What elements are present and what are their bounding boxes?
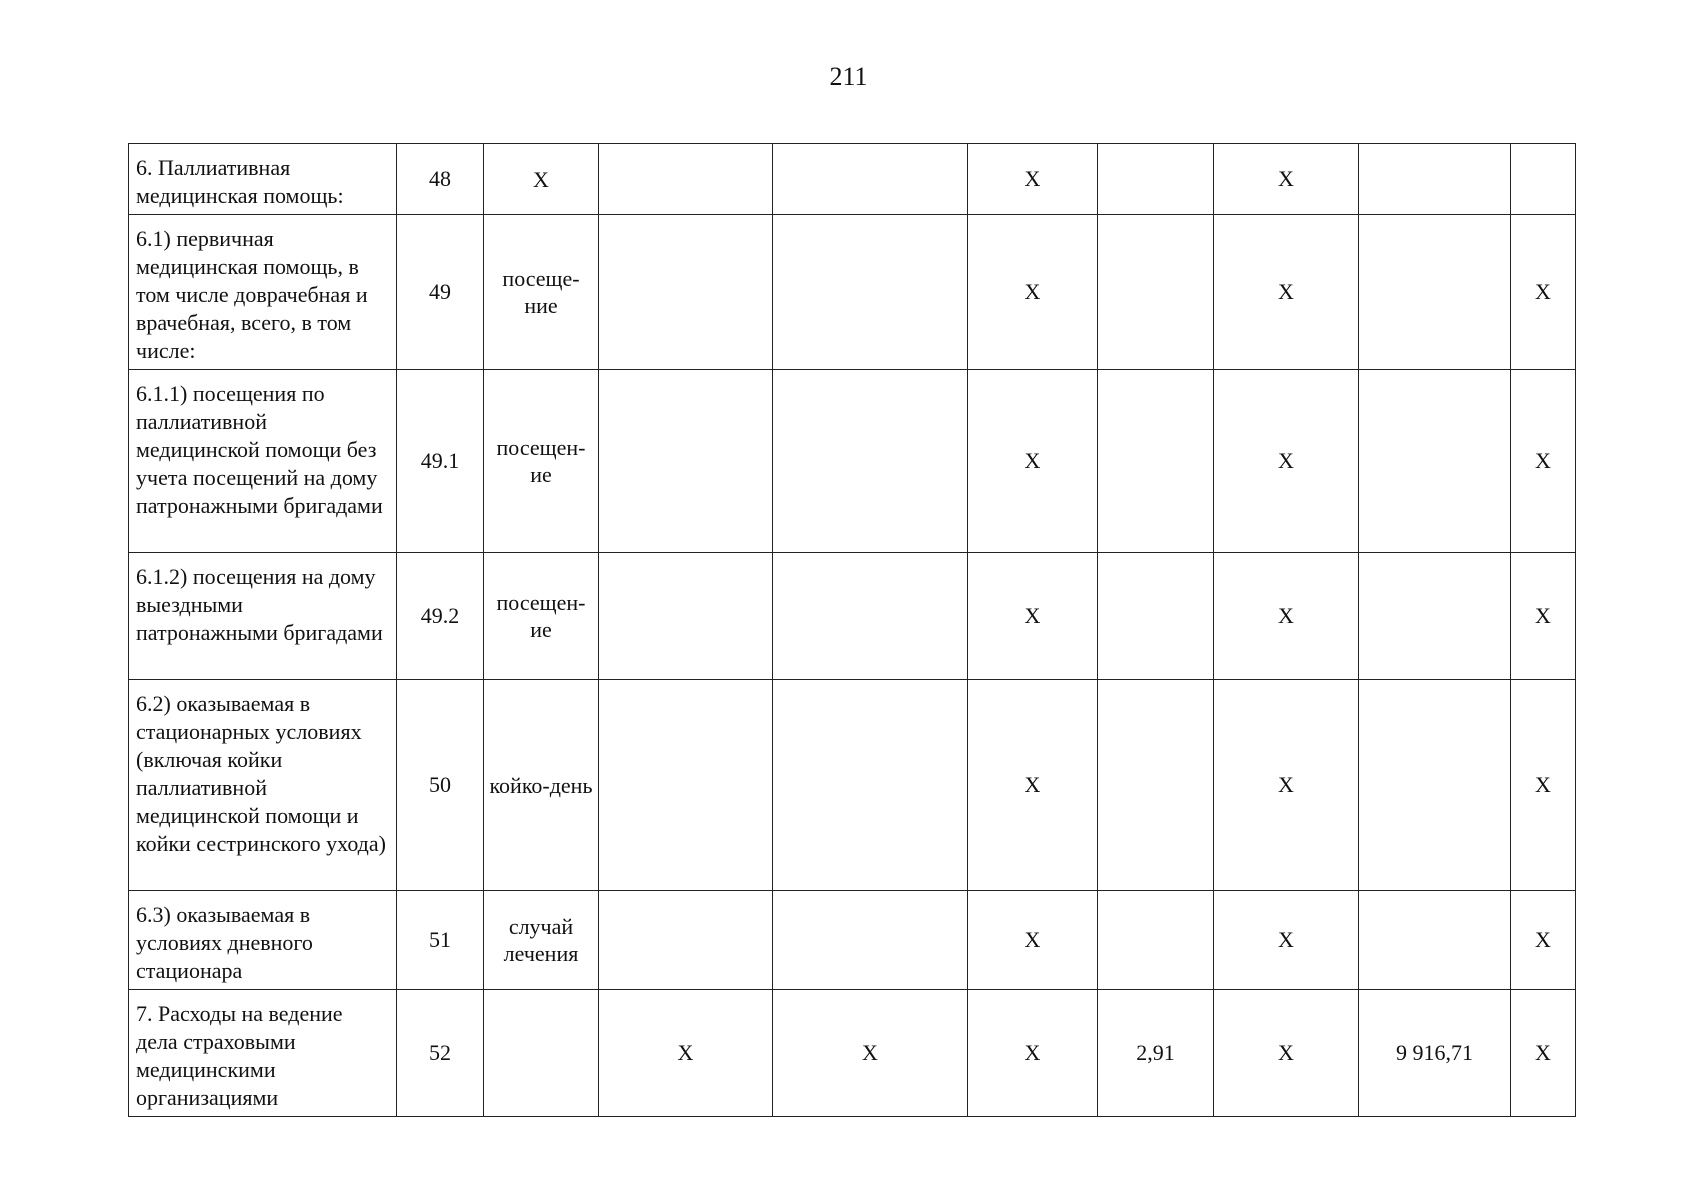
table-cell: X bbox=[1214, 370, 1359, 553]
table-cell: X bbox=[1511, 553, 1576, 680]
row-unit: случай лечения bbox=[484, 891, 599, 990]
table-cell: X bbox=[599, 990, 773, 1117]
table-cell bbox=[1359, 553, 1511, 680]
row-name: 6.1) первичная медицинская помощь, в том числе доврачебная и врачебная, всего, в том числе: bbox=[129, 215, 397, 370]
table-row bbox=[129, 680, 1576, 891]
row-unit: койко-день bbox=[484, 680, 599, 891]
row-name: 6.1.1) посещения по паллиативной медицинской помощи без учета посещений на дому патронажными бригадами bbox=[129, 370, 397, 553]
table-cell bbox=[1098, 370, 1214, 553]
table-cell bbox=[1359, 680, 1511, 891]
table-cell: X bbox=[968, 990, 1098, 1117]
table-cell: X bbox=[968, 891, 1098, 990]
table-cell: X bbox=[1511, 370, 1576, 553]
row-unit bbox=[484, 990, 599, 1117]
table-cell: X bbox=[1214, 553, 1359, 680]
table-cell: X bbox=[1511, 990, 1576, 1117]
table-cell bbox=[1359, 144, 1511, 215]
row-number: 48 bbox=[397, 144, 484, 215]
table-cell: X bbox=[1511, 215, 1576, 370]
table-cell: X bbox=[773, 990, 968, 1117]
table-cell bbox=[1098, 891, 1214, 990]
table-cell: X bbox=[1214, 680, 1359, 891]
table-cell bbox=[1359, 370, 1511, 553]
table-cell bbox=[1098, 144, 1214, 215]
row-name: 7. Расходы на ведение дела страховыми медицинскими организациями bbox=[129, 990, 397, 1117]
table-cell bbox=[1359, 891, 1511, 990]
row-number: 49.2 bbox=[397, 553, 484, 680]
row-name: 6.2) оказываемая в стационарных условиях (включая койки паллиативной медицинской помощи и койки сестринского ухода) bbox=[129, 680, 397, 891]
table-cell bbox=[599, 891, 773, 990]
row-number: 49.1 bbox=[397, 370, 484, 553]
table-cell: 2,91 bbox=[1098, 990, 1214, 1117]
table-cell bbox=[773, 144, 968, 215]
table-cell: X bbox=[1214, 215, 1359, 370]
table-cell bbox=[773, 553, 968, 680]
table-cell: X bbox=[968, 553, 1098, 680]
table-cell bbox=[773, 370, 968, 553]
row-unit: X bbox=[484, 144, 599, 215]
table-cell bbox=[1511, 144, 1576, 215]
table-cell bbox=[1098, 680, 1214, 891]
table-row bbox=[129, 144, 1576, 215]
table-cell bbox=[773, 215, 968, 370]
table-cell: X bbox=[1214, 990, 1359, 1117]
table-cell: X bbox=[1511, 891, 1576, 990]
table-cell: X bbox=[968, 144, 1098, 215]
table-row bbox=[129, 215, 1576, 370]
row-number: 52 bbox=[397, 990, 484, 1117]
data-table bbox=[128, 143, 1576, 1117]
row-name: 6.1.2) посещения на дому выездными патронажными бригадами bbox=[129, 553, 397, 680]
table-cell bbox=[599, 370, 773, 553]
row-name: 6. Паллиативная медицинская помощь: bbox=[129, 144, 397, 215]
table-row bbox=[129, 891, 1576, 990]
table-cell: X bbox=[1214, 891, 1359, 990]
table-row bbox=[129, 990, 1576, 1117]
table-cell: X bbox=[968, 215, 1098, 370]
table-cell: 9 916,71 bbox=[1359, 990, 1511, 1117]
table-cell bbox=[1098, 553, 1214, 680]
table-cell bbox=[599, 553, 773, 680]
table-row bbox=[129, 370, 1576, 553]
table-cell: X bbox=[1511, 680, 1576, 891]
row-unit: посеще-ние bbox=[484, 215, 599, 370]
page-number: 211 bbox=[829, 62, 868, 91]
table-cell bbox=[599, 215, 773, 370]
row-number: 51 bbox=[397, 891, 484, 990]
row-unit: посещен-ие bbox=[484, 553, 599, 680]
table-cell bbox=[773, 891, 968, 990]
table-cell: X bbox=[1214, 144, 1359, 215]
table-cell: X bbox=[968, 680, 1098, 891]
table-cell bbox=[1359, 215, 1511, 370]
table-cell bbox=[773, 680, 968, 891]
table-cell bbox=[1098, 215, 1214, 370]
table-cell bbox=[599, 144, 773, 215]
row-unit: посещен-ие bbox=[484, 370, 599, 553]
row-number: 49 bbox=[397, 215, 484, 370]
table-cell bbox=[599, 680, 773, 891]
row-name: 6.3) оказываемая в условиях дневного стационара bbox=[129, 891, 397, 990]
row-number: 50 bbox=[397, 680, 484, 891]
table-cell: X bbox=[968, 370, 1098, 553]
table-row bbox=[129, 553, 1576, 680]
